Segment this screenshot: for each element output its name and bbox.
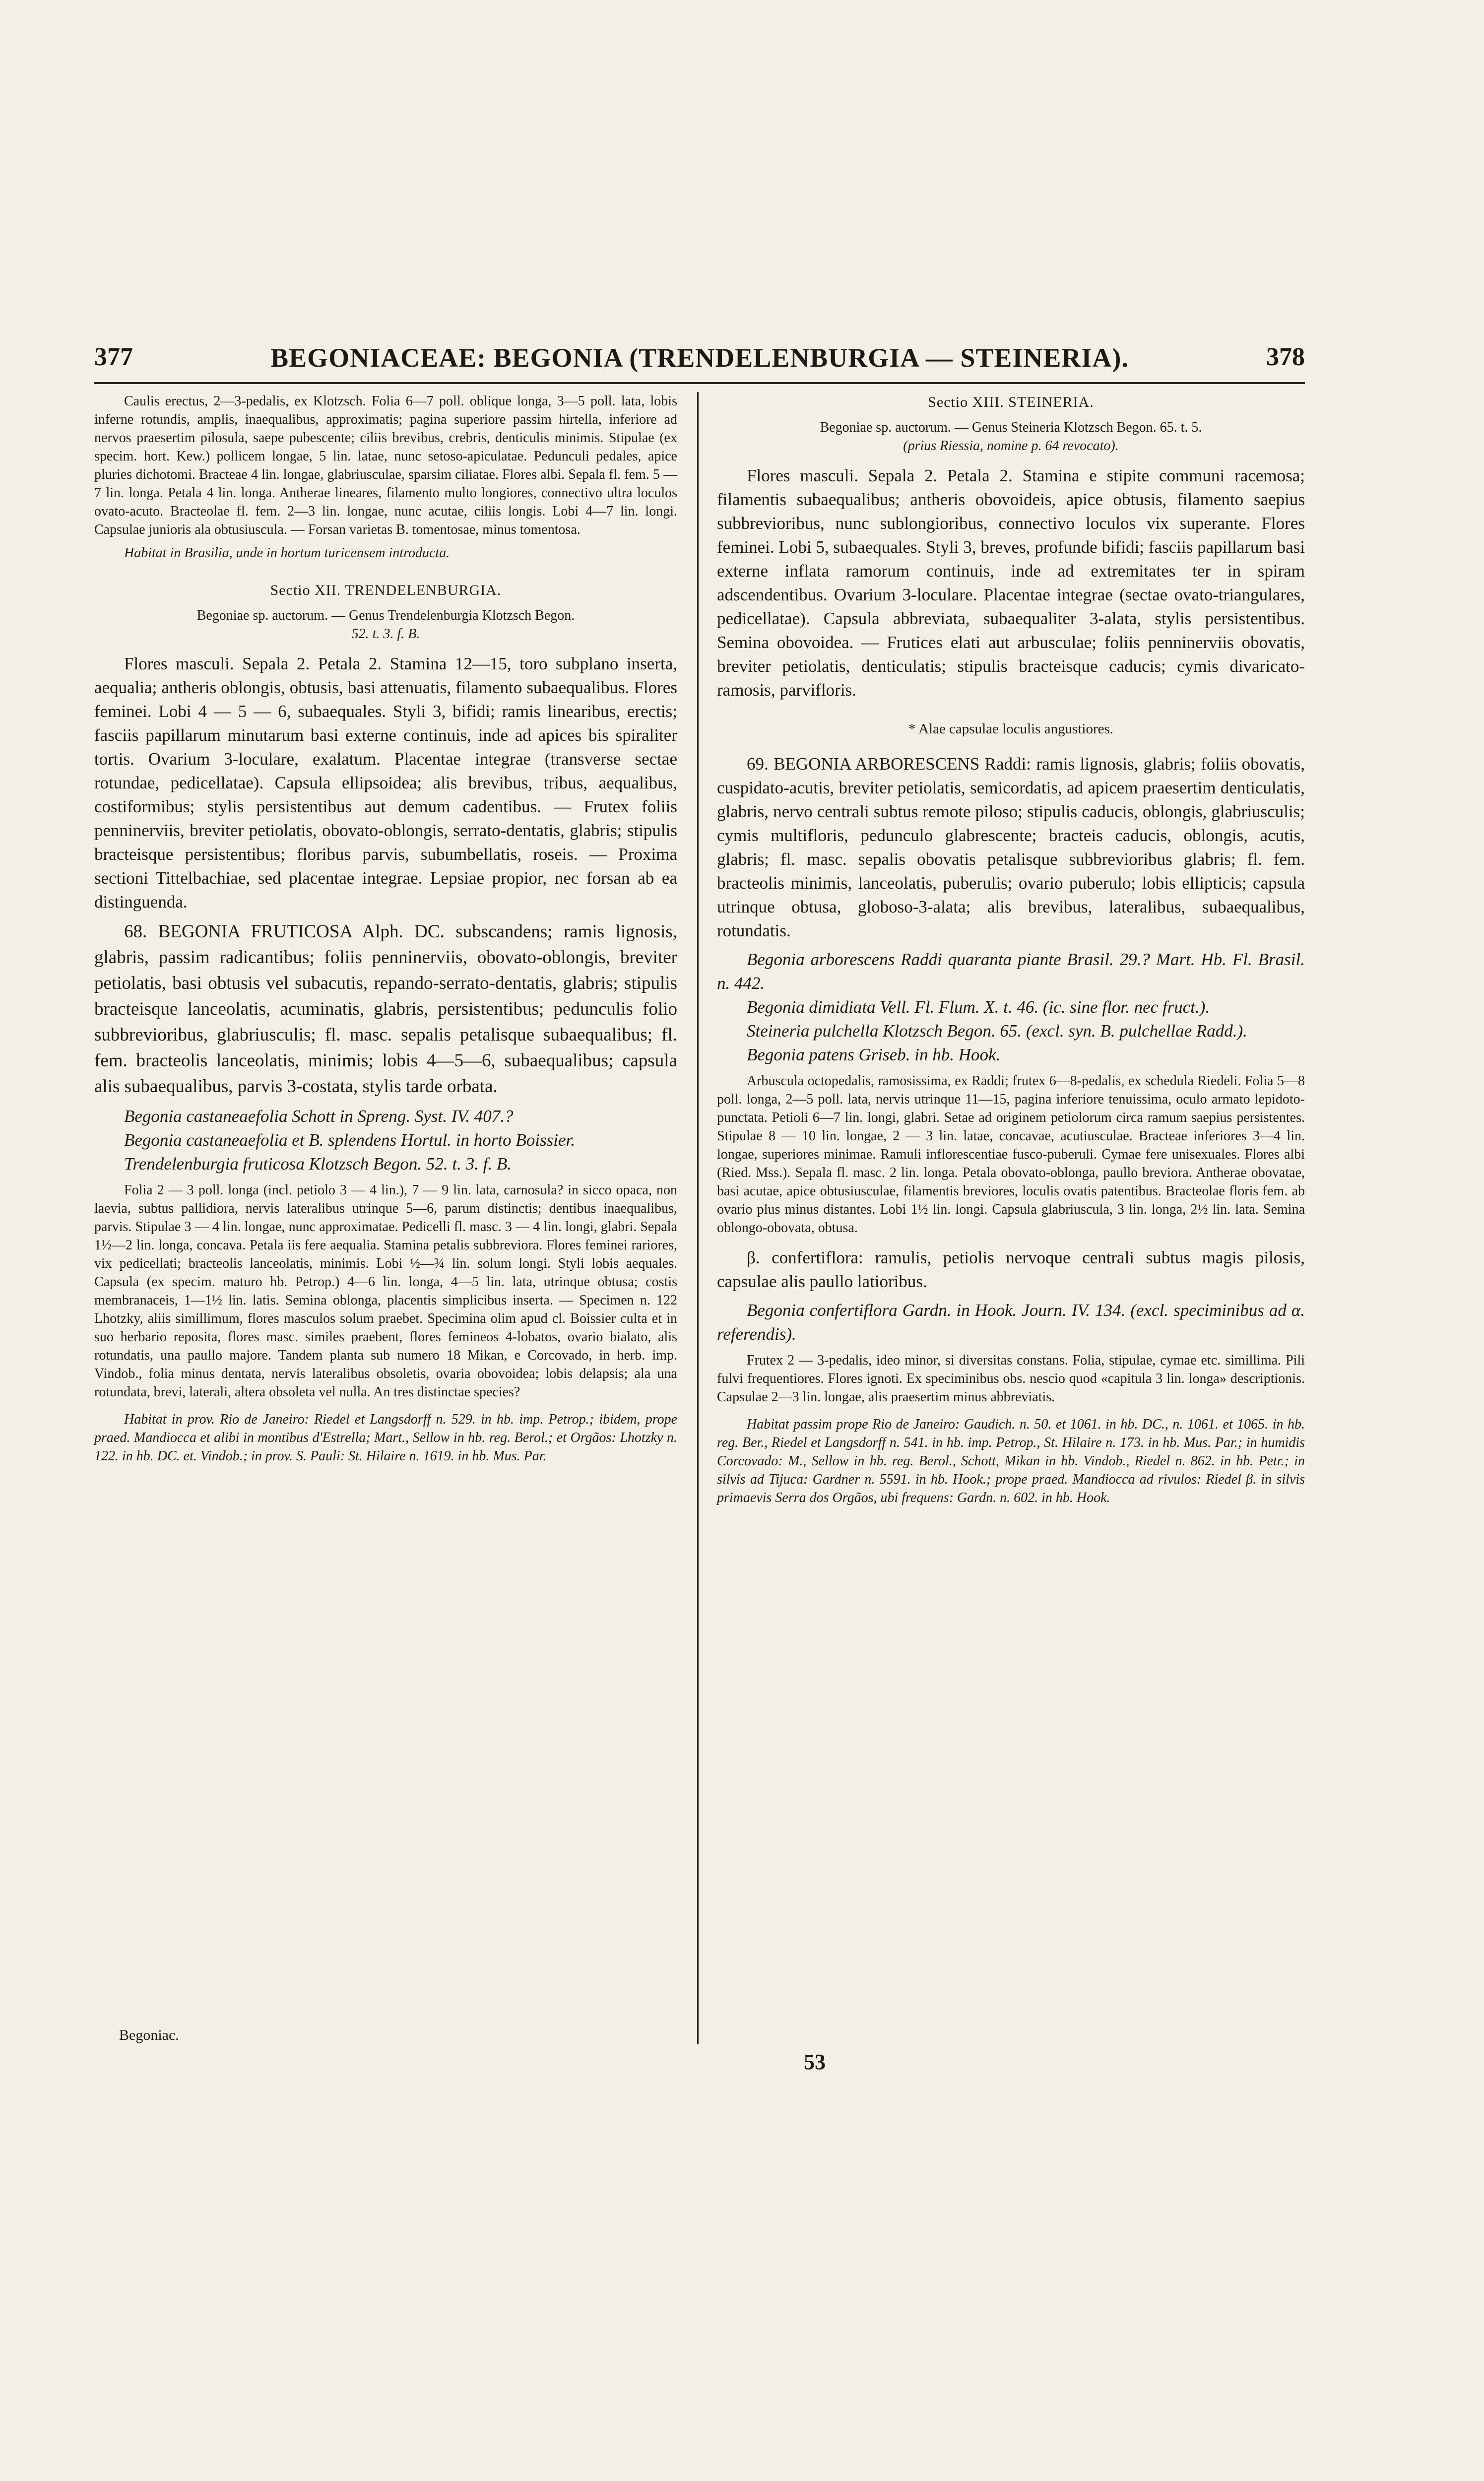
caulis-description: Caulis erectus, 2—3-pedalis, ex Klotzsch. Folia 6—7 poll. oblique longa, 3—5 poll. lata, lobis inferne rotundis, amplis, inaequalibus, approximatis; pagina superiore passim hirtella, inferiore ad nervos praesertim pilosula, saepe pubescente; ciliis brevibus, crebris, denticulis minimis. Stipulae (ex specim. hort. Kew.) pollicem longae, 5 lin. latae, nunc setoso-apiculatae. Pedunculi pedales, apice pluries dichotomi. Bracteae 4 lin. longae, glabriusculae, sparsim ciliatae. Flores albi. Sepala fl. fem. 5 — 7 lin. longa. Petala 4 lin. longa. Antherae lineares, filamento multo longiores, connectivo ultra loculos ovato-acuto. Bracteolae fl. fem. 2—3 lin. longae, nunc acutae, ciliis longis. Lobi 4—7 lin. longi. Capsulae junioris ala obtusiuscula. — Forsan varietas B. tomentosae, minus tomentosa. [94, 393, 677, 537]
species-69-diagnosis: 69. BEGONIA ARBORESCENS Raddi: ramis lignosis, glabris; foliis obovatis, cuspidato-acutis, breviter petiolatis, semicordatis, ad apicem praesertim denticulatis, glabris, nervo centrali subtus remote piloso; stipulis caducis, oblongis, glabriusculis; cymis multifloris, pedunculo glabrescente; bracteis caducis, oblongis, acutis, glabris; fl. masc. sepalis obovatis petalisque subbrevioribus glabris; fl. fem. bracteolis minimis, lanceolatis, puberulis; ovario puberulo; lobis ellipticis; capsula utrinque obtusa, globoso-3-alata; alis brevibus, lateralibus, subaequalibus, rotundatis. [717, 754, 1305, 940]
left-column [94, 392, 677, 1470]
variety-beta-description: Frutex 2 — 3-pedalis, ideo minor, si diversitas constans. Folia, stipulae, cymae etc. simillima. Pili fulvi frequentiores. Flores ignoti. Ex speciminibus obs. nescio quod «capitula 3 lin. longa» descriptionis. Capsulae 2—3 lin. longae, alis praesertim minus abbreviatis. [717, 1353, 1305, 1405]
section-12-description: Flores masculi. Sepala 2. Petala 2. Stamina 12—15, toro subplano inserta, aequalia; antheris oblongis, obtusis, basi attenuatis, filamento subaequalibus. Flores feminei. Lobi 4 — 5 — 6, subaequales. Styli 3, bifidi; ramis linearibus, erectis; fasciis papillarum minutarum basi externe continuis, inde ad apices bis spiraliter tortis. Ovarium 3-loculare, exalatum. Placentae integrae (transverse sectae rotundae, pedicellatae). Capsula ellipsoidea; alis brevibus, tribus, aequalibus, costiformibus; stylis persistentibus aut demum cadentibus. — Frutex foliis penninerviis, breviter petiolatis, obovato-oblongis, serrato-dentatis, glabris; stipulis bracteisque persistentibus; floribus parvis, subumbellatis, roseis. — Proxima sectioni Tittelbachiae, sed placentae integrae. Lepsiae propior, nec forsan ab ea distinguenda. [94, 654, 677, 912]
variety-beta-diagnosis: β. confertiflora: ramulis, petiolis nervoque centrali subtus magis pilosis, capsulae alis paullo latioribus. [717, 1248, 1305, 1291]
section-13-title: Sectio XIII. STEINERIA. [928, 394, 1094, 410]
folio-number: 53 [804, 2050, 826, 2074]
column-divider [697, 392, 699, 2044]
header-rule [94, 382, 1305, 384]
species-69-synonym-3: Steineria pulchella Klotzsch Begon. 65. (excl. syn. B. pulchellae Radd.). [747, 1021, 1247, 1041]
species-68-habitat: Habitat in prov. Rio de Janeiro: Riedel et Langsdorff n. 529. in hb. imp. Petrop.; ibidem, prope praed. Mandiocca et alibi in montibus d'Estrella; Mart., Sellow in hb. reg. Berol.; et Orgãos: Lhotzky n. 122. in hb. DC. et. Vindob.; in prov. S. Pauli: St. Hilaire n. 1619. in hb. Mus. Par. [94, 1412, 677, 1464]
signature-mark: Begoniac. [119, 2027, 179, 2043]
page-number-left: 377 [94, 343, 133, 371]
page-number-right: 378 [1266, 343, 1305, 371]
page-header [94, 342, 1305, 382]
species-68-synonym-1: Begonia castaneaefolia Schott in Spreng. Syst. IV. 407.? [124, 1107, 514, 1126]
species-68-description: Folia 2 — 3 poll. longa (incl. petiolo 3 — 4 lin.), 7 — 9 lin. lata, carnosula? in sicco opaca, non laevia, subtus pallidiora, nervis lateralibus utrinque 5—6, parum distinctis; dentibus inaequalibus, parvis. Stipulae 3 — 4 lin. longae, nunc approximatae. Pedicelli fl. masc. 3 — 4 lin. longi, glabri. Sepala 1½—2 lin. longa, concava. Petala iis fere aequalia. Stamina petalis subbreviora. Flores feminei rariores, vix pedicellati; bracteolis lanceolatis, minimis. Lobi ½—¾ lin. solum longi. Styli lobis aequales. Capsula (ex specim. maturo hb. Petrop.) 4—6 lin. longa, 4—5 lin. lata, utrinque obtusa; costis membranaceis, 1—1½ lin. latis. Semina oblonga, placentis simplicibus inserta. — Specimen n. 122 Lhotzky, aliis simillimum, flores masculos solum praebet. Specimina olim apud cl. Boissier culta et in suo herbario reposita, flores masc. similes praebent, flores femineos 4-lobatos, ovario bialato, alis rotundatis, una paullo majore. Tandem planta sub numero 18 Mikan, e Corcovado, in herb. imp. Vindob., folia minus dentata, nervis lateralibus obsoletis, ovaria obovoidea; lobis delapsis; ala una rotundata, brevi, laterali, altera obsoleta vel nulla. An tres distinctae species? [94, 1182, 677, 1400]
right-column [717, 392, 1305, 1512]
running-title: BEGONIACEAE: BEGONIA (TRENDELENBURGIA — STEINERIA). [270, 343, 1129, 373]
species-69-habitat: Habitat passim prope Rio de Janeiro: Gaudich. n. 50. et 1061. in hb. DC., n. 1061. et 1065. in hb. reg. Ber., Riedel et Langsdorff n. 541. in hb. imp. Petrop., St. Hilaire n. 173. in hb. Mus. Par.; in humidis Corcovado: M., Sellow in hb. reg. Berol., Schott, Mikan in hb. Vindob., Riedel n. 862. in hb. Petr.; in silvis ad Tijuca: Gardner n. 5591. in hb. Hook.; prope praed. Mandiocca ad rivulos: Riedel β. in silvis primaevis Serra dos Orgãos, ubi frequens: Gardn. n. 602. in hb. Hook. [717, 1417, 1305, 1505]
section-13-synonym-b: (prius Riessia, nomine p. 64 revocato). [903, 438, 1119, 454]
section-12-title: Sectio XII. TRENDELENBURGIA. [270, 582, 502, 598]
variety-beta-synonym: Begonia confertiflora Gardn. in Hook. Journ. IV. 134. (excl. speciminibus ad α. referendis). [717, 1301, 1305, 1344]
section-12-synonym-a: Begoniae sp. auctorum. — Genus Trendelenburgia Klotzsch Begon. [196, 608, 575, 623]
section-13-synonym-a: Begoniae sp. auctorum. — Genus Steineria Klotzsch Begon. 65. t. 5. [820, 420, 1202, 435]
subsection-note: * Alae capsulae loculis angustiores. [908, 721, 1114, 737]
species-69-synonym-1: Begonia arborescens Raddi quaranta piante Brasil. 29.? Mart. Hb. Fl. Brasil. n. 442. [717, 950, 1305, 993]
section-13-description: Flores masculi. Sepala 2. Petala 2. Stamina e stipite communi racemosa; filamentis subaequalibus; antheris obovoideis, apice obtusis, filamento saepius subbrevioribus, nunc sublongioribus, connectivo loculos vix superante. Flores feminei. Lobi 5, subaequales. Styli 3, breves, profunde bifidi; fasciis papillarum basi externe inflata ramorum continuis, inde ad extremitates ter in spiram adscendentibus. Ovarium 3-loculare. Placentae integrae (sectae ovato-triangulares, pedicellatae). Capsula abbreviata, subaequaliter 3-alata, stylis persistentibus. Semina obovoidea. — Frutices elati aut arbusculae; foliis penninerviis obovatis, breviter petiolatis, denticulatis; stipulis bracteisque caducis; cymis divaricato-ramosis, parvifloris. [717, 466, 1305, 700]
habitat-paragraph-1: Habitat in Brasilia, unde in hortum turicensem introducta. [124, 545, 450, 561]
species-68-synonym-3: Trendelenburgia fruticosa Klotzsch Begon. 52. t. 3. f. B. [124, 1154, 512, 1174]
species-69-synonym-4: Begonia patens Griseb. in hb. Hook. [747, 1045, 1001, 1064]
section-12-synonym-b: 52. t. 3. f. B. [351, 626, 420, 642]
species-69-synonym-2: Begonia dimidiata Vell. Fl. Flum. X. t. 46. (ic. sine flor. nec fruct.). [747, 997, 1210, 1017]
species-68-synonym-2: Begonia castaneaefolia et B. splendens Hortul. in horto Boissier. [124, 1130, 575, 1150]
species-69-description: Arbuscula octopedalis, ramosissima, ex Raddi; frutex 6—8-pedalis, ex schedula Riedeli. Folia 5—8 poll. longa, 2—5 poll. lata, nervis utrinque 11—15, pagina inferiore tenuissima, oculo armato lepidoto-punctata. Petioli 6—7 lin. longi, glabri. Setae ad originem petiolorum circa ramum saepius persistentes. Stipulae 8 — 10 lin. longae, 2 — 3 lin. latae, concavae, acutiusculae. Bracteae inferiores 3—4 lin. longae, superiores minimae. Ramuli inflorescentiae fusco-puberuli. Cymae fere unisexuales. Flores albi (Ried. Mss.). Sepala fl. masc. 2 lin. longa. Petala obovato-oblonga, paullo breviora. Antherae obovatae, basi acutae, apice obtusiusculae, filamentis breviores, loculis ovatis patentibus. Bracteolae floris fem. ab ovario plus minus distantes. Lobi 1½ lin. longi. Capsula glabriuscula, 3 lin. longa, 2½ lin. lata. Semina oblongo-obovata, obtusa. [717, 1073, 1305, 1236]
species-68-diagnosis: 68. BEGONIA FRUTICOSA Alph. DC. subscandens; ramis lignosis, glabris, passim radicantibus; foliis penninerviis, obovato-oblongis, breviter petiolatis, basi obtusis vel subacutis, repando-serrato-dentatis, glabris; stipulis bracteisque lanceolatis, acuminatis, glabris, persistentibus; pedunculis folio subbrevioribus, glabriusculis; fl. masc. sepalis petalisque subaequalibus; fl. fem. bracteolis lanceolatis, minimis; lobis 4—5—6, subaequalibus; capsula alis subaequalibus, parvis 3-costata, stylis tarde orbata. [94, 921, 677, 1097]
